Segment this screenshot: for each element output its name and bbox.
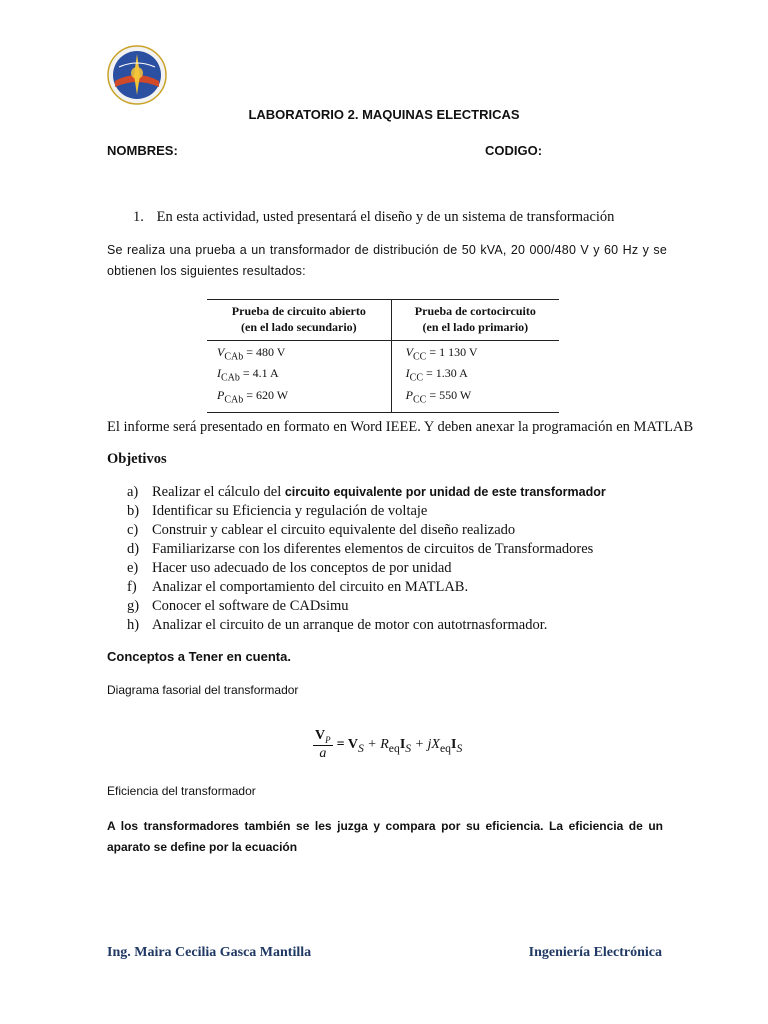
- table-cell: $V_{CAb} = 480$ V: [217, 345, 286, 363]
- objectives-heading: Objetivos: [107, 451, 167, 467]
- efficiency-heading: Eficiencia del transformador: [107, 784, 256, 798]
- names-label: NOMBRES:: [107, 143, 178, 158]
- document-title: LABORATORIO 2. MAQUINAS ELECTRICAS: [248, 107, 520, 122]
- table-cell: $I_{CC} = 1.30$ A: [405, 366, 468, 384]
- open-circuit-values: [207, 341, 391, 413]
- table-cell: $P_{CC} = 550$ W: [405, 387, 472, 406]
- phasor-equation: $\frac{V_P}{a}$ = $V_S + R_{eq}I_S + jX_{eq}I_S$: [315, 728, 463, 761]
- efficiency-text: A los transformadores también se les juzga y compara por su eficiencia. La eficiencia de un aparato se define por la ecuación: [107, 819, 663, 854]
- test-intro-text: Se realiza una prueba a un transformador de distribución de 50 kVA, 20 000/480 V y 60 Hz y se obtienen los siguientes resultados:: [107, 243, 667, 278]
- activity-number: 1.: [133, 209, 144, 225]
- table-cell: $V_{CC} = 1$ 130 V: [405, 345, 478, 363]
- footer-author: Ing. Maira Cecilia Gasca Mantilla: [107, 945, 312, 960]
- phasor-heading: Diagrama fasorial del transformador: [107, 683, 299, 697]
- list-item: a) Realizar el cálculo del circuito equivalente por unidad de este transformador: [127, 484, 606, 500]
- activity-text: En esta actividad, usted presentará el diseño y de un sistema de transformación: [156, 209, 615, 225]
- objectives-list: [127, 483, 606, 635]
- list-item: b) Identificar su Eficiencia y regulación de voltaje: [127, 503, 428, 519]
- test-results-table: [207, 299, 559, 413]
- list-item: d) Familiarizarse con los diferentes elementos de circuitos de Transformadores: [127, 541, 594, 557]
- university-logo: [107, 45, 167, 105]
- list-item: e) Hacer uso adecuado de los conceptos de por unidad: [127, 560, 452, 576]
- list-item: h) Analizar el circuito de un arranque de motor con autotrnasformador.: [127, 617, 548, 633]
- footer-department: Ingeniería Electrónica: [528, 945, 662, 960]
- list-item: c) Construir y cablear el circuito equivalente del diseño realizado: [127, 522, 516, 538]
- activity-item: [133, 209, 614, 226]
- report-text: El informe será presentado en formato en Word IEEE. Y deben anexar la programación en MATLAB: [107, 419, 694, 435]
- equation-fraction: $\frac{V_P}{a}$: [315, 728, 331, 761]
- short-circuit-values: [391, 341, 559, 413]
- table-cell: $I_{CAb} = 4.1$ A: [217, 366, 279, 384]
- code-label: CODIGO:: [485, 143, 543, 158]
- table-cell: $P_{CAb} = 620$ W: [217, 387, 289, 406]
- table-header-open-circuit: Prueba de circuito abierto (en el lado secundario): [207, 300, 391, 341]
- list-item: g) Conocer el software de CADsimu: [127, 598, 349, 614]
- list-item: f) Analizar el comportamiento del circuito en MATLAB.: [127, 579, 469, 595]
- table-header-short-circuit: Prueba de cortocircuito (en el lado primario): [391, 300, 559, 341]
- concepts-heading: Conceptos a Tener en cuenta.: [107, 649, 291, 664]
